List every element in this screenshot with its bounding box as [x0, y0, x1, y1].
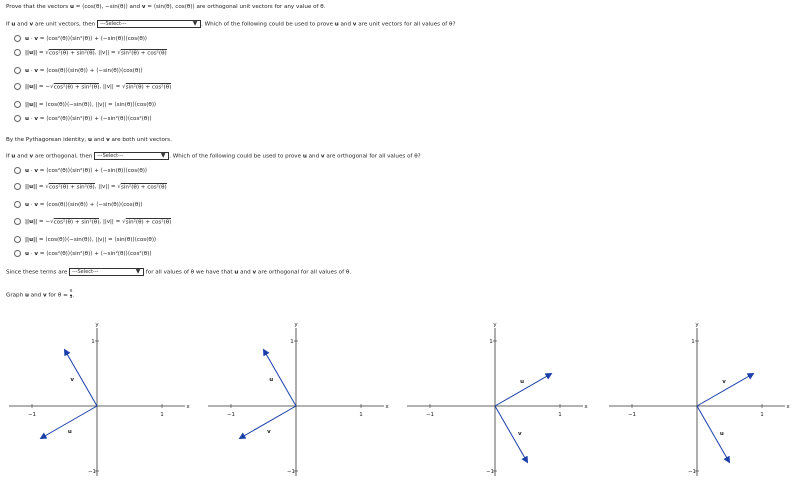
vector-u-arrow — [697, 406, 730, 463]
vector-v-label: v — [320, 153, 325, 160]
option-operator: · — [28, 202, 35, 208]
option-radicand: cos²(θ) + sin²(θ) — [48, 184, 95, 190]
vector-u-label: u — [520, 379, 525, 386]
prompt-text: . — [72, 292, 75, 299]
y-tick-label-pos: 1 — [489, 339, 493, 345]
orthogonal-question — [6, 152, 421, 161]
option-radicand: cos²(θ) + sin²(θ) — [53, 84, 100, 90]
question-text: are unit vectors for all values of θ? — [356, 21, 456, 28]
select-placeholder: ---Select--- — [97, 153, 124, 159]
statement-text: and — [238, 269, 253, 276]
question-text: and — [15, 21, 30, 28]
x-tick-label-pos: 1 — [359, 412, 363, 418]
unit-vector-question — [6, 20, 455, 29]
option-radicand: cos²(θ) + sin²(θ) — [53, 219, 100, 225]
question-text: . Which of the following could be used to prove — [169, 153, 303, 160]
option-expression: = − — [37, 84, 51, 90]
vector-v-label: v — [106, 137, 110, 143]
question-text: . Which of the following could be used to prove — [201, 21, 335, 28]
vector-v-label: v — [70, 376, 74, 383]
y-tick-label-neg: −1 — [687, 469, 697, 475]
statement-text: By the Pythagorean identity, — [6, 137, 88, 143]
option-term: u — [25, 36, 29, 42]
option-term: u — [25, 251, 29, 257]
statement-text: Since these terms are — [6, 269, 70, 276]
vector-v-label: v — [518, 431, 522, 438]
y-axis-label: y — [294, 322, 298, 328]
x-tick-label-pos: 1 — [160, 412, 164, 418]
x-axis-label: x — [385, 404, 389, 410]
option-term: ||u|| — [25, 84, 38, 90]
orthogonal-option-5[interactable] — [14, 236, 156, 244]
unit-option-6[interactable] — [14, 115, 152, 123]
question-text: and — [338, 21, 353, 28]
orthogonal-option-2[interactable]: ||u|| = √cos²(θ) + sin²(θ), ||v|| = √sin²(θ) + cos²(θ) — [14, 183, 167, 191]
option-term: v — [34, 36, 38, 42]
unit-option-4[interactable]: ||u|| = −√cos²(θ) + sin²(θ), ||v|| = √sin²(θ) + cos²(θ) — [14, 83, 171, 91]
y-tick-label-neg: −1 — [87, 469, 97, 475]
unit-condition-select[interactable] — [97, 20, 201, 28]
chevron-down-icon: ▼ — [135, 268, 141, 275]
terms-relation-select[interactable] — [69, 268, 144, 276]
x-tick-label-neg: −1 — [627, 412, 637, 418]
option-term: ||u|| — [25, 102, 38, 108]
vector-v-label: v — [141, 4, 146, 10]
option-radicand: sin²(θ) + cos²(θ) — [120, 184, 167, 190]
radio-circle-icon[interactable] — [14, 49, 21, 56]
x-axis-label: x — [786, 404, 790, 410]
radio-circle-icon[interactable] — [14, 35, 21, 42]
option-expression: = ⟨cos²(θ)⟩⟨sin²(θ)⟩ + ⟨−sin²(θ)⟩⟨cos²(θ)⟩ — [37, 116, 152, 122]
question-text: If — [6, 21, 12, 28]
x-tick-label-pos: 1 — [760, 412, 764, 418]
vector-u-label: u — [69, 4, 74, 10]
problem-statement — [6, 3, 325, 11]
radio-circle-icon[interactable] — [14, 101, 21, 108]
option-term: v — [34, 116, 38, 122]
statement-text: = ⟨cos(θ), −sin(θ)⟩ and — [73, 4, 142, 10]
statement-text: for all values of θ we have that — [144, 269, 235, 276]
vector-u-label: u — [302, 153, 307, 160]
statement-text: = ⟨sin(θ), cos(θ)⟩ are orthogonal unit vectors for any value of θ. — [145, 4, 326, 10]
vector-u-label: u — [24, 292, 29, 299]
option-expression: = ⟨cos(θ)⟩⟨sin(θ)⟩ + ⟨−sin(θ)⟩⟨cos(θ)⟩ — [37, 202, 143, 208]
prompt-text: and — [28, 292, 44, 299]
option-operator: · — [28, 251, 35, 257]
question-text: are orthogonal, then — [33, 153, 95, 160]
option-term: v — [34, 202, 38, 208]
y-axis-label: y — [493, 322, 497, 328]
option-expression: , ||v|| = — [99, 219, 123, 225]
since-statement — [6, 268, 351, 277]
option-term: v — [34, 68, 38, 74]
vector-u-label: u — [719, 431, 724, 438]
fraction-denominator: 3 — [69, 294, 73, 300]
unit-option-5[interactable] — [14, 101, 156, 109]
question-text: and — [15, 153, 30, 160]
vector-v-label: v — [722, 379, 726, 386]
option-expression: = ⟨cos²(θ)⟩⟨sin²(θ)⟩ + ⟨−sin(θ)⟩⟨cos(θ)⟩ — [37, 36, 148, 42]
option-radicand: sin²(θ) + cos²(θ) — [120, 50, 167, 56]
prompt-text: Graph — [6, 292, 25, 299]
vector-v-label: v — [29, 153, 34, 160]
radio-circle-icon[interactable] — [14, 115, 21, 122]
option-term: u — [25, 68, 29, 74]
orthogonal-option-1[interactable] — [14, 167, 147, 175]
graph-choices-canvas — [0, 305, 811, 481]
x-axis-label: x — [584, 404, 588, 410]
vector-u-label: u — [11, 21, 16, 28]
option-operator: · — [28, 168, 35, 174]
statement-text: are both unit vectors. — [109, 137, 172, 143]
orthogonal-condition-select[interactable] — [94, 152, 169, 160]
unit-option-1[interactable] — [14, 35, 147, 43]
y-tick-label-pos: 1 — [91, 339, 95, 345]
option-radicand: sin²(θ) + cos²(θ) — [125, 84, 172, 90]
vector-u-label: u — [269, 376, 274, 383]
x-tick-label-neg: −1 — [425, 412, 435, 418]
option-expression: , ||v|| = — [99, 84, 123, 90]
option-term: ||u|| — [25, 184, 38, 190]
radio-circle-icon[interactable] — [14, 250, 21, 257]
orthogonal-option-6[interactable] — [14, 250, 152, 258]
orthogonal-option-3[interactable] — [14, 201, 143, 209]
radio-circle-icon[interactable] — [14, 83, 21, 90]
question-text: are orthogonal for all values of θ? — [324, 153, 421, 160]
statement-text: Prove that the vectors — [6, 4, 70, 10]
x-tick-label-neg: −1 — [226, 412, 236, 418]
option-expression: = − — [37, 219, 51, 225]
option-expression: , ||v|| = — [94, 184, 118, 190]
option-radicand: sin²(θ) + cos²(θ) — [125, 219, 172, 225]
question-text: If — [6, 153, 12, 160]
x-axis-label: x — [186, 404, 190, 410]
x-tick-label-pos: 1 — [558, 412, 562, 418]
select-placeholder: ---Select--- — [72, 269, 99, 275]
chevron-down-icon: ▼ — [192, 20, 198, 27]
chevron-down-icon: ▼ — [160, 152, 166, 159]
pythagorean-statement — [6, 136, 172, 144]
option-operator: · — [28, 116, 35, 122]
option-operator: · — [28, 36, 35, 42]
unit-option-2[interactable]: ||u|| = √cos²(θ) + sin²(θ), ||v|| = √sin²(θ) + cos²(θ) — [14, 49, 167, 57]
y-tick-label-pos: 1 — [691, 339, 695, 345]
radio-circle-icon[interactable] — [14, 201, 21, 208]
vector-v-label: v — [267, 428, 271, 435]
option-expression: = ⟨cos(θ)⟩⟨sin(θ)⟩ + ⟨−sin(θ)⟩⟨cos(θ)⟩ — [37, 68, 143, 74]
vector-u-label: u — [67, 428, 72, 435]
option-term: ||u|| — [25, 219, 38, 225]
vector-u-label: u — [11, 153, 16, 160]
unit-option-3[interactable] — [14, 67, 143, 75]
option-term: v — [34, 168, 38, 174]
option-term: v — [34, 251, 38, 257]
y-axis-label: y — [695, 322, 699, 328]
prompt-text: for θ = — [46, 292, 70, 299]
question-text: and — [306, 153, 321, 160]
option-operator: · — [28, 68, 35, 74]
option-expression: = ⟨cos²(θ)⟩⟨sin²(θ)⟩ + ⟨−sin²(θ)⟩⟨cos²(θ)⟩ — [37, 251, 152, 257]
option-expression: = ⟨cos(θ)⟩⟨−sin(θ)⟩, ||v|| = ⟨sin(θ)⟩⟨cos(θ)⟩ — [37, 237, 157, 243]
graph-prompt — [6, 290, 74, 300]
x-tick-label-neg: −1 — [27, 412, 37, 418]
vector-v-label: v — [252, 269, 257, 276]
y-tick-label-neg: −1 — [286, 469, 296, 475]
statement-text: and — [91, 137, 107, 143]
option-expression: = — [37, 50, 46, 56]
radio-circle-icon[interactable] — [14, 236, 21, 243]
radio-circle-icon[interactable] — [14, 67, 21, 74]
y-tick-label-neg: −1 — [485, 469, 495, 475]
vector-u-label: u — [87, 137, 92, 143]
option-radicand: cos²(θ) + sin²(θ) — [48, 50, 95, 56]
graph-choices — [0, 305, 811, 481]
vector-u-label: u — [234, 269, 239, 276]
question-text: are unit vectors, then — [33, 21, 98, 28]
fraction-numerator: π — [69, 289, 73, 294]
vector-u-label: u — [334, 21, 339, 28]
option-term: u — [25, 116, 29, 122]
y-tick-label-pos: 1 — [290, 339, 294, 345]
option-term: ||u|| — [25, 50, 38, 56]
option-term: u — [25, 168, 29, 174]
option-expression: = ⟨cos(θ)⟩⟨−sin(θ)⟩, ||v|| = ⟨sin(θ)⟩⟨cos(θ)⟩ — [37, 102, 157, 108]
statement-text: are orthogonal for all values of θ. — [256, 269, 352, 276]
vector-v-label: v — [352, 21, 357, 28]
radio-circle-icon[interactable] — [14, 167, 21, 174]
vector-v-label: v — [29, 21, 34, 28]
select-placeholder: ---Select--- — [100, 21, 127, 27]
radio-circle-icon[interactable] — [14, 218, 21, 225]
orthogonal-option-4[interactable]: ||u|| = −√cos²(θ) + sin²(θ), ||v|| = √sin²(θ) + cos²(θ) — [14, 218, 171, 226]
radio-circle-icon[interactable] — [14, 183, 21, 190]
option-expression: , ||v|| = — [94, 50, 118, 56]
option-term: ||u|| — [25, 237, 38, 243]
y-axis-label: y — [95, 322, 99, 328]
option-expression: = ⟨cos²(θ)⟩⟨sin²(θ)⟩ + ⟨−sin(θ)⟩⟨cos(θ)⟩ — [37, 168, 148, 174]
option-expression: = — [37, 184, 46, 190]
vector-v-label: v — [43, 292, 47, 299]
option-term: u — [25, 202, 29, 208]
vector-v-arrow — [495, 406, 528, 463]
